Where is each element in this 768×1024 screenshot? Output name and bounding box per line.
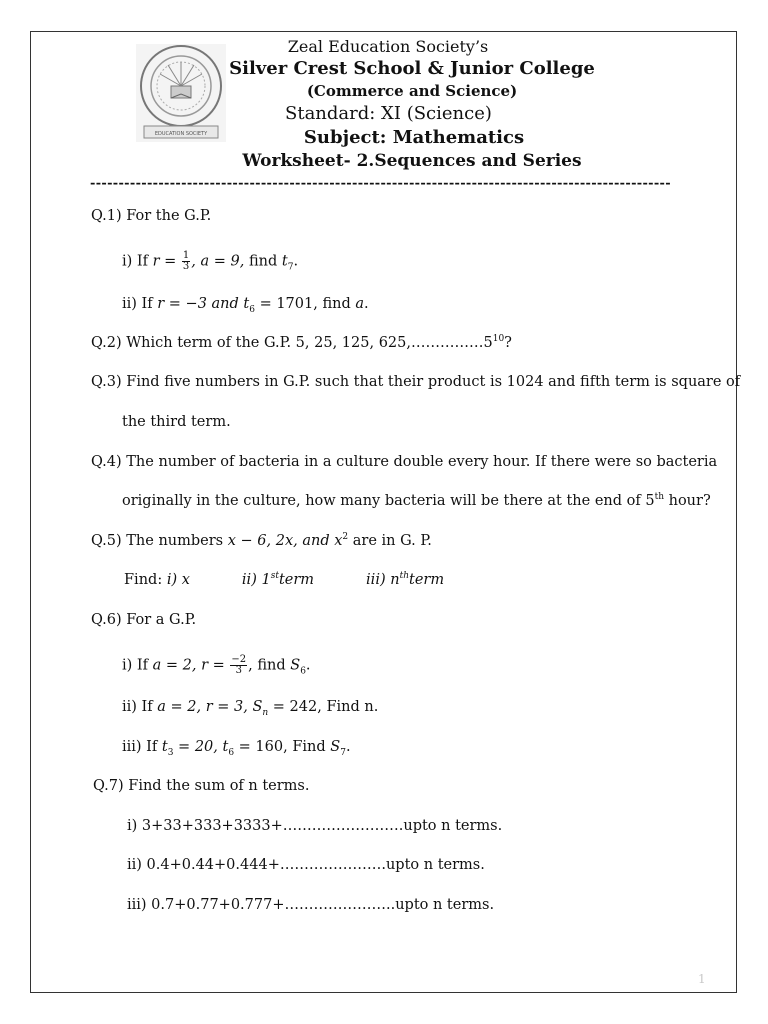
q4-line2: originally in the culture, how many bacteria will be there at the end of 5th hour?	[122, 492, 711, 509]
q1-part-ii: ii) If r = −3 and $t_6 = 1701$, find a.	[122, 296, 369, 315]
q4-line1: Q.4) The number of bacteria in a culture double every hour. If there were so bacteria	[91, 454, 718, 470]
q6-part-iii: iii) If $t_3 = 20$, $t_6 = 160$, Find $S_7$.	[122, 739, 351, 758]
school-name: Silver Crest School & Junior College	[229, 58, 595, 79]
stream-label: (Commerce and Science)	[306, 82, 518, 100]
q1-part-i: i) If r = $\frac{1}{3}$ , a = 9, find $t_7$.	[122, 250, 299, 273]
q1-title: Q.1) For the G.P.	[91, 208, 212, 224]
q7-part-ii: ii) 0.4+0.44+0.444+………………….upto n terms.	[127, 857, 485, 873]
q6-title: Q.6) For a G.P.	[91, 612, 197, 628]
q2-text: Q.2) Which term of the G.P. 5, 25, 125, $625,\dots\dots\dots\dots\dots 5^{10}$?	[91, 334, 512, 351]
q7-part-i: i) 3+33+333+3333+…………………….upto n terms.	[127, 818, 503, 834]
q3-line1: Q.3) Find five numbers in G.P. such that their product is 1024 and fifth term is square of	[91, 374, 741, 390]
standard-label: Standard: XI (Science)	[285, 103, 492, 124]
q5-text: Q.5) The numbers x − 6, 2x, and $x^2$ are in G. P.	[91, 532, 432, 549]
q5-find: Find: i) x ii) 1stterm iii) $n^{th}term$	[124, 571, 445, 588]
q6-part-i: i) If a = 2, r = $\frac{-2}{3}$ , find $S_6$.	[122, 654, 311, 677]
worksheet-title: Worksheet- 2.Sequences and Series	[242, 151, 582, 171]
q7-title: Q.7) Find the sum of n terms.	[93, 778, 310, 794]
q7-part-iii: iii) 0.7+0.77+0.777+…………………..upto n terms.	[127, 897, 495, 913]
separator-line: ------------------------------------------------------------------------------------------------------	[90, 176, 671, 188]
society-name: Zeal Education Society’s	[287, 37, 489, 56]
page-number: 1	[698, 972, 706, 986]
q1-fraction: $\frac{1}{3}$	[182, 250, 190, 272]
subject-label: Subject: Mathematics	[303, 127, 525, 148]
q6-part-ii: ii) If a = 2, r = 3, $S_n = 242$, Find n.	[122, 699, 379, 718]
q6-fraction: $\frac{-2}{3}$	[231, 654, 247, 676]
logo-banner-text: EDUCATION SOCIETY	[154, 131, 208, 137]
q3-line2: the third term.	[122, 414, 231, 430]
